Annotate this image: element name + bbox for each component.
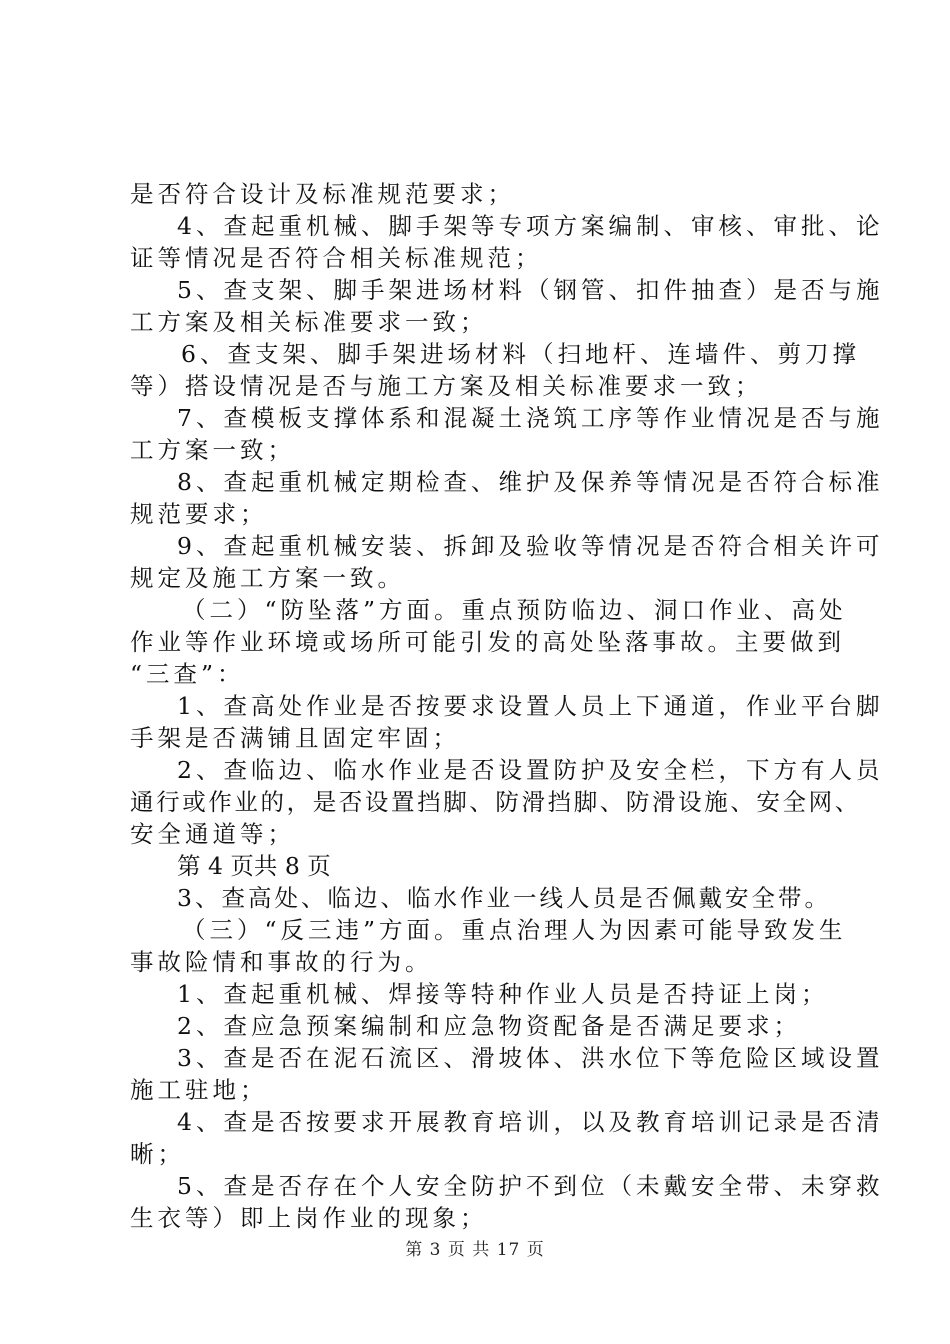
text-line: 4、查起重机械、脚手架等专项方案编制、审核、审批、论 — [177, 212, 884, 240]
text-line: 3、查是否在泥石流区、滑坡体、洪水位下等危险区域设置 — [177, 1044, 884, 1072]
text-line: 规范要求； — [130, 500, 268, 528]
text-line: 1、查高处作业是否按要求设置人员上下通道，作业平台脚 — [177, 692, 884, 720]
text-line: 事故险情和事故的行为。 — [130, 948, 433, 976]
text-line: 生衣等）即上岗作业的现象； — [130, 1204, 488, 1232]
text-line: 5、查支架、脚手架进场材料（钢管、扣件抽查）是否与施 — [177, 276, 884, 304]
text-line: 作业等作业环境或场所可能引发的高处坠落事故。主要做到 — [130, 628, 845, 656]
section-heading: （二）“防坠落”方面。重点预防临边、洞口作业、高处 — [182, 596, 847, 624]
text-line: 4、查是否按要求开展教育培训，以及教育培训记录是否清 — [177, 1108, 884, 1136]
text-line: 等）搭设情况是否与施工方案及相关标准要求一致； — [130, 372, 763, 400]
text-line: 5、查是否存在个人安全防护不到位（未戴安全带、未穿救 — [177, 1172, 884, 1200]
text-line: 手架是否满铺且固定牢固； — [130, 724, 460, 752]
text-line: 8、查起重机械定期检查、维护及保养等情况是否符合标准 — [177, 468, 884, 496]
text-line: 规定及施工方案一致。 — [130, 564, 405, 592]
text-line: 通行或作业的，是否设置挡脚、防滑挡脚、防滑设施、安全网、 — [130, 788, 861, 816]
text-line: 工方案及相关标准要求一致； — [130, 308, 488, 336]
page-footer: 第 3 页 共 17 页 — [405, 1240, 545, 1260]
text-line: 2、查应急预案编制和应急物资配备是否满足要求； — [177, 1012, 801, 1040]
text-line: 安全通道等； — [130, 820, 295, 848]
text-line: 证等情况是否符合相关标准规范； — [130, 244, 543, 272]
text-line: 6、查支架、脚手架进场材料（扫地杆、连墙件、剪刀撑 — [181, 340, 860, 368]
text-line: 1、查起重机械、焊接等特种作业人员是否持证上岗； — [177, 980, 829, 1008]
section-heading: （三）“反三违”方面。重点治理人为因素可能导致发生 — [182, 916, 847, 944]
text-line: 2、查临边、临水作业是否设置防护及安全栏，下方有人员 — [177, 756, 884, 784]
text-line: “三查”： — [130, 660, 245, 688]
inner-page-marker: 第 4 页共 8 页 — [177, 852, 331, 880]
text-line: 是否符合设计及标准规范要求； — [130, 180, 515, 208]
text-line: 晰； — [130, 1140, 185, 1168]
text-line: 9、查起重机械安装、拆卸及验收等情况是否符合相关许可 — [177, 532, 884, 560]
text-line: 3、查高处、临边、临水作业一线人员是否佩戴安全带。 — [177, 884, 831, 912]
text-line: 施工驻地； — [130, 1076, 268, 1104]
text-line: 工方案一致； — [130, 436, 295, 464]
text-line: 7、查模板支撑体系和混凝土浇筑工序等作业情况是否与施 — [177, 404, 884, 432]
